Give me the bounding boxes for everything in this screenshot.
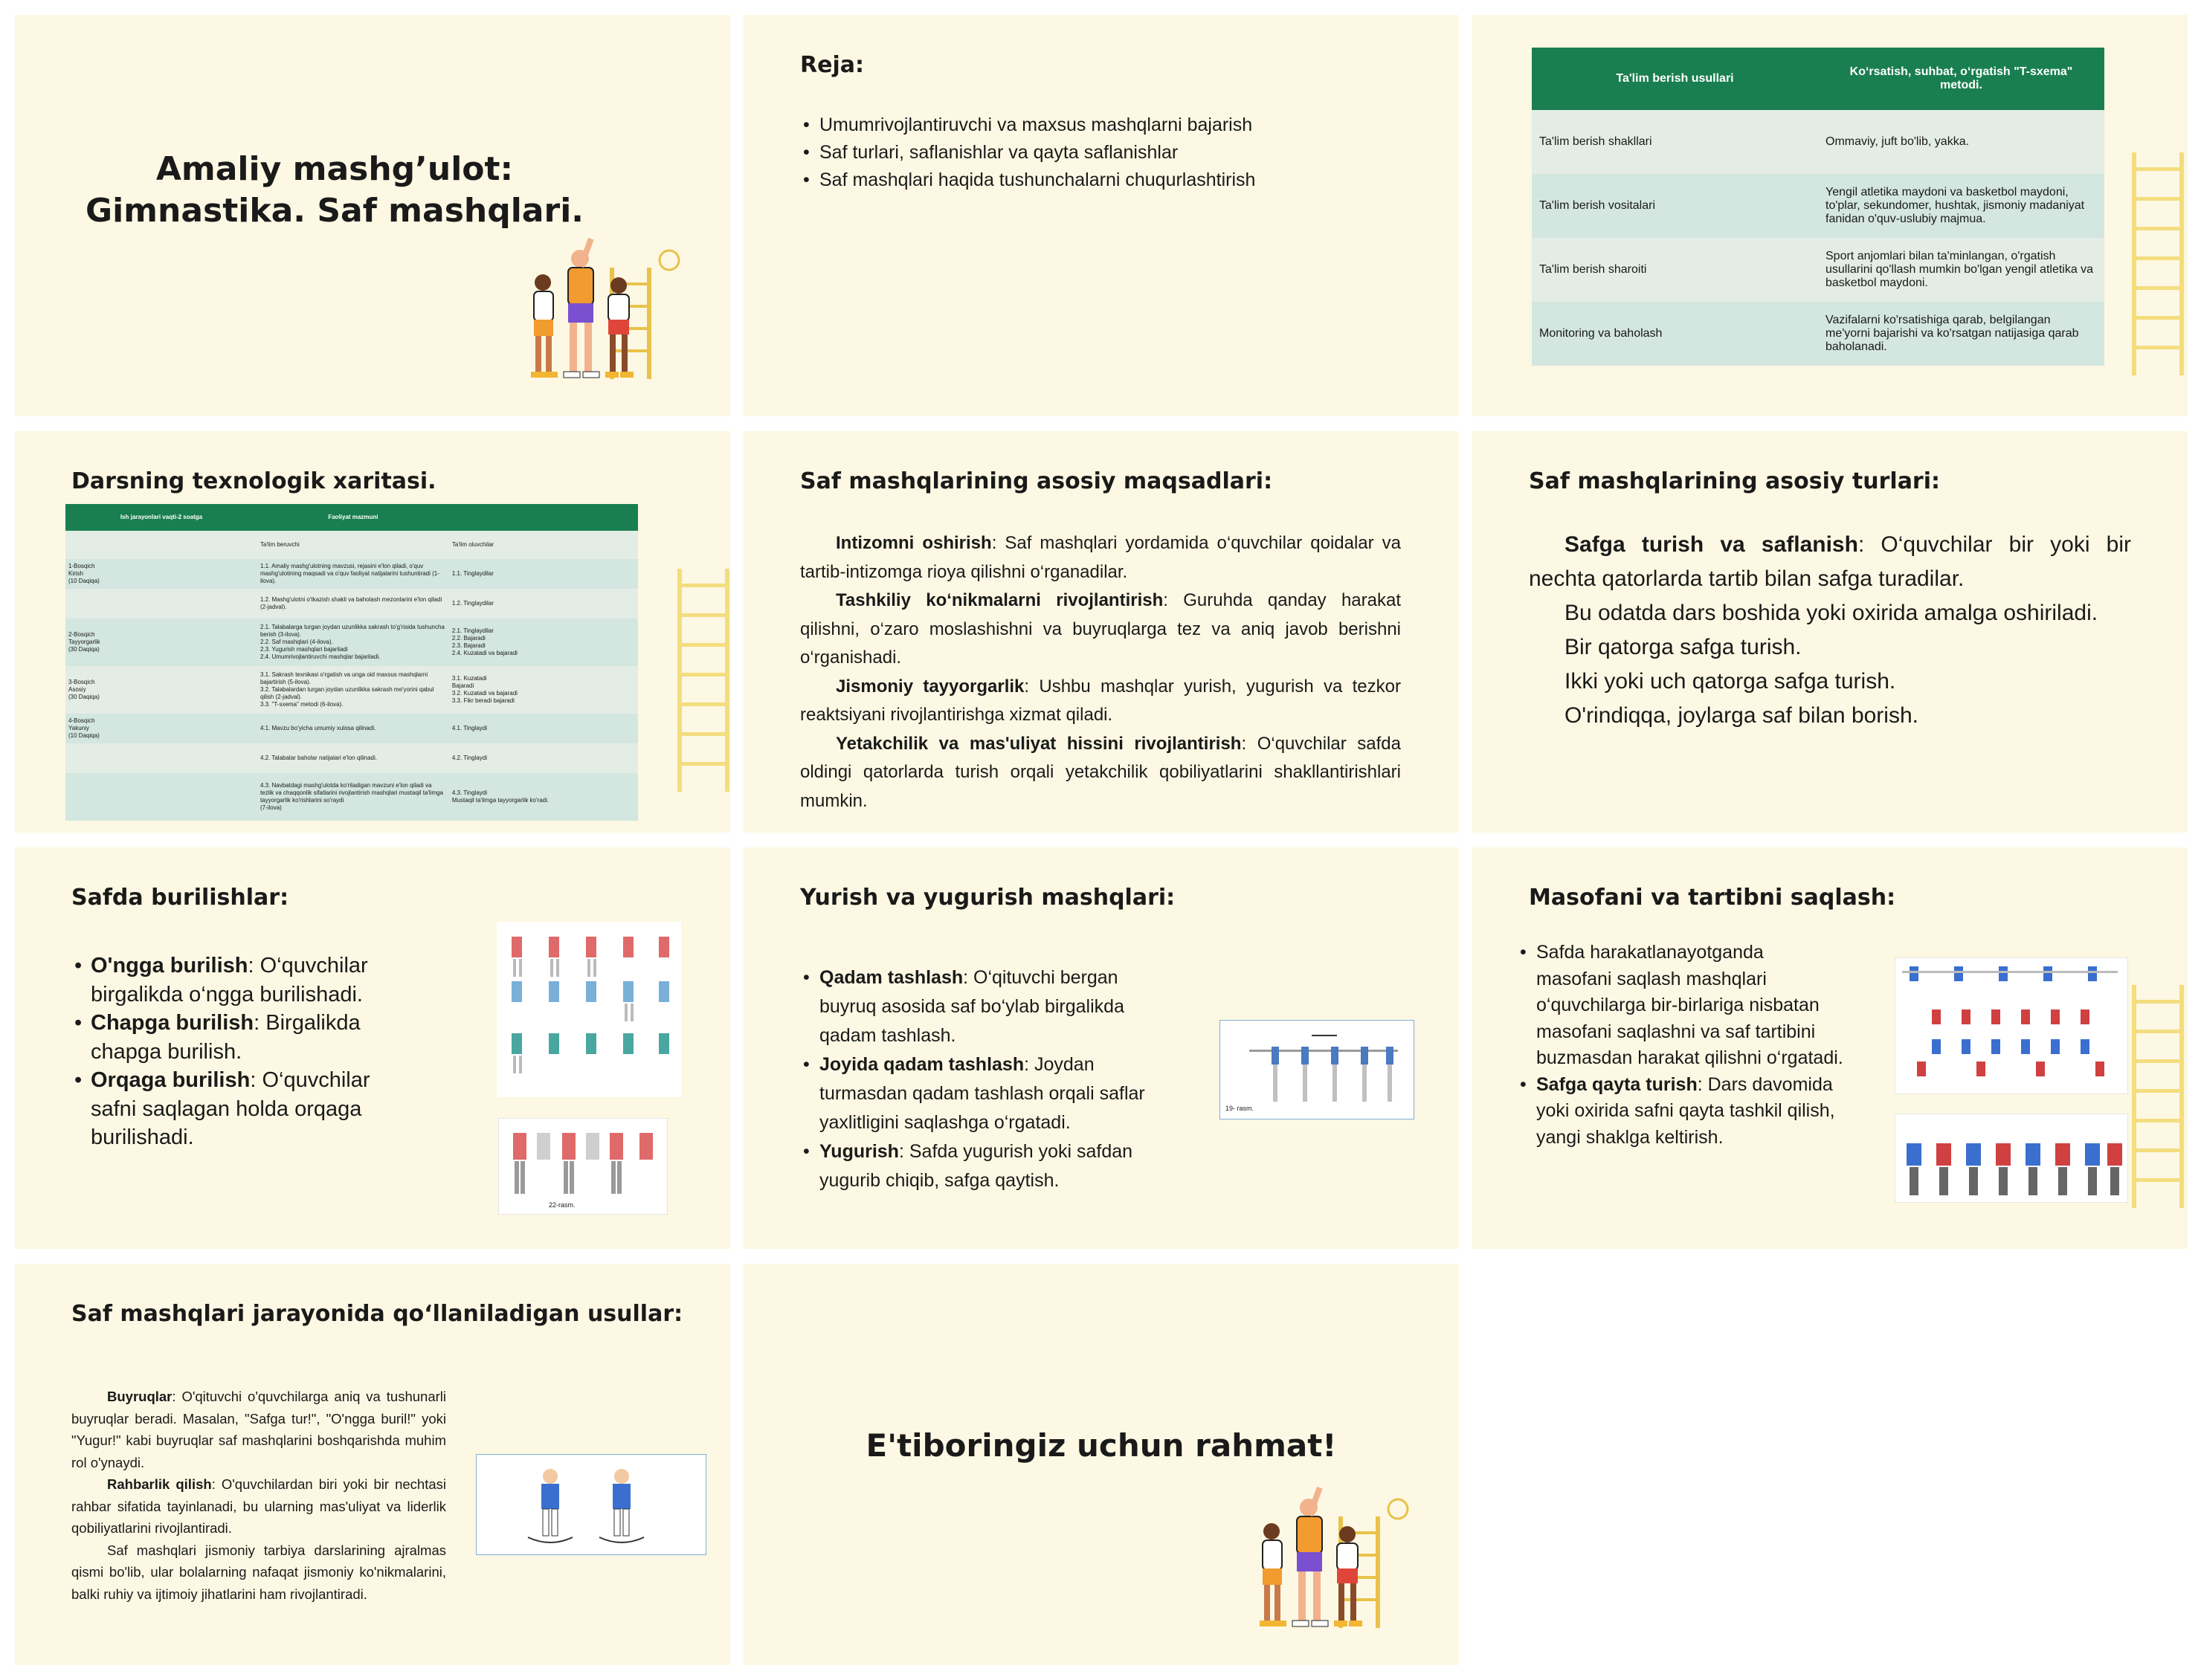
walking-heading: Joyida qadam tashlash <box>819 1054 1025 1075</box>
plan-title: Reja: <box>800 52 864 78</box>
tech-map-table <box>65 504 638 821</box>
turn-text: : O‘quvchilar birgalikda o‘ngga burilishadi. <box>91 954 368 1007</box>
walking-item <box>800 963 1179 1050</box>
goal-paragraph <box>800 587 1401 673</box>
usage-text <box>71 1386 446 1605</box>
methods-cell: Vazifalarni ko'rsatishiga qarab, belgilangan me'yorni bajarishi va ko'rsatgan natijasiga qarab baholanadi. <box>1825 314 2079 353</box>
tech-cell: 4.2. Talabalar baholar natijalari e'lon qilinadi. <box>260 755 377 761</box>
tech-cell: 1-Bosqich Kirish (10 Daqiqa) <box>68 563 100 584</box>
tech-cell: 4.1. Mavzu bo'yicha umumiy xulosa qilinadi. <box>260 725 376 731</box>
slide-distance[interactable] <box>1472 847 2188 1249</box>
tech-cell: 4-Bosqich Yakuniy (10 Daqiqa) <box>68 717 100 739</box>
turn-item <box>71 1066 421 1152</box>
slide-tech-map[interactable] <box>15 431 730 833</box>
methods-header-2: Ko‘rsatish, suhbat, o‘rgatish "T-sxema" metodi. <box>1818 48 2104 110</box>
tech-cell: 4.3. Tinglaydi Mustaqil ta'limga tayyorgarlik ko'radi. <box>451 789 550 804</box>
tech-cell <box>65 531 257 559</box>
methods-cell: Ta'lim berish vositalari <box>1539 199 1655 212</box>
turn-item <box>71 1009 421 1066</box>
goal-heading: Jismoniy tayyorgarlik <box>836 676 1025 697</box>
exercising-kids-illustration-icon <box>1249 1487 1420 1635</box>
tech-cell: 1.1. Tinglaydilar <box>451 570 494 577</box>
goal-heading: Yetakchilik va mas'uliyat hissini rivojlantirish <box>836 733 1242 754</box>
tech-cell: 3.1. Sakrash texnikasi o'rgatish va unga oid maxsus mashqlarni bajartirish (5-ilova). 3.2. Talabalardan turgan joydan uzunlikka sakrash me'yorini qabul qilish (2-jadval). 3.3. "T-sxema" metodi (6-ilova). <box>260 671 434 708</box>
methods-cell: Sport anjomlari bilan ta'minlangan, o'rgatish usullarini qo'llash mumkin bo'lgan yengil atletika va basketbol maydoni. <box>1825 250 2094 289</box>
slide-usage-methods[interactable] <box>15 1264 730 1665</box>
presentation-title <box>59 149 610 232</box>
usage-heading: Buyruqlar <box>107 1389 173 1404</box>
title-line-2: Gimnastika. Saf mashqlari. <box>85 192 584 230</box>
walking-item <box>800 1137 1179 1195</box>
about-turn-figure-icon <box>498 1118 668 1215</box>
plan-list <box>800 112 1410 194</box>
distance-text: Safda harakatlanayotganda masofani saqlash mashqlari o‘quvchilarga bir-birlariga nisbatan masofani saqlashni va saf tartibini buzmasdan harakat qilishni o‘rgatadi. <box>1536 942 1843 1068</box>
tech-cell: 2.1. Talabalarga turgan joydan uzunlikka sakrash to'g'risida tushuncha berish (3-ilova). 2.2. Saf mashqlari (4-ilova). 2.3. Yugurish mashqlari bajariladi 2.4. Umumrivojlantiruvchi mashqlar bajariladi. <box>260 624 445 660</box>
turns-figure-caption: 22-rasm. <box>549 1201 576 1209</box>
goals-title: Saf mashqlarining asosiy maqsadlari: <box>800 468 1273 494</box>
turn-text: : O‘quvchilar safni saqlagan holda orqaga burilishadi. <box>91 1068 370 1149</box>
tech-cell: 1.2. Tinglaydilar <box>451 600 494 607</box>
tech-header: Faoliyat mazmuni <box>257 504 449 531</box>
types-heading: Safga turish va saflanish <box>1564 532 1858 557</box>
turn-item <box>71 952 421 1009</box>
distance-heading: Safga qayta turish <box>1536 1073 1698 1095</box>
tech-cell <box>65 589 257 618</box>
title-line-1: Amaliy mashg’ulot: <box>155 150 514 188</box>
goals-text <box>800 529 1401 815</box>
plan-item: • Umumrivojlantiruvchi va maxsus mashqlarni bajarish <box>800 112 1410 139</box>
turn-heading: Orqaga burilish <box>91 1068 251 1092</box>
tech-cell <box>65 743 257 773</box>
usage-paragraph <box>71 1540 446 1606</box>
tech-header: Ish jarayonlari vaqti-2 soatga <box>65 504 257 531</box>
walking-text: : O‘qituvchi bergan buyruq asosida saf bo‘ylab birgalikda qadam tashlash. <box>819 967 1124 1046</box>
distance-text: : Dars davomida yoki oxirida safni qayta tashkil qilish, yangi shaklga keltirish. <box>1536 1073 1835 1148</box>
walking-title: Yurish va yugurish mashqlari: <box>800 885 1176 911</box>
walking-text: : Safda yugurish yoki safdan yugurib chiqib, safga qaytish. <box>819 1141 1133 1191</box>
tech-cell: 4.1. Tinglaydi <box>451 725 488 731</box>
turning-students-figure-icon <box>497 922 681 1097</box>
tech-cell <box>65 773 257 821</box>
distance-formation-figure-icon <box>1895 957 2128 1094</box>
walking-text: : Joydan turmasdan qadam tashlash orqali saflar yaxlitligini saqlashga o‘rgatadi. <box>819 1054 1145 1133</box>
goal-text: : O‘quvchilar safda oldingi qatorlarda turish orqali yetakchilik qobiliyatlarini shakllantirishlari mumkin. <box>800 733 1401 811</box>
walking-figure-caption: 19- rasm. <box>1225 1105 1254 1112</box>
tech-cell: Ta'lim oluvchilar <box>451 541 494 548</box>
goal-heading: Intizomni oshirish <box>836 533 992 553</box>
slide-walking[interactable] <box>744 847 1459 1249</box>
tech-header <box>449 504 638 531</box>
distance-item <box>1517 1072 1844 1151</box>
tech-cell: 4.3. Navbatdagi mashg'ulotda ko'riladigan mavzuni e'lon qiladi va tezlik va chaqqonlik sifatlarini rivojlantirish mashqlari mustaqil ta'limga tayyorgarlik ko'rishlarini so'raydi (7-ilova) <box>260 782 444 811</box>
exercising-kids-illustration-icon <box>521 238 692 387</box>
tech-cell: Ta'lim beruvchi <box>260 541 300 548</box>
command-figure-icon <box>476 1454 706 1555</box>
slide-turns[interactable] <box>15 847 730 1249</box>
types-paragraph: Bu odatda dars boshida yoki oxirida amalga oshiriladi. <box>1564 601 2098 625</box>
types-paragraph: Ikki yoki uch qatorga safga turish. <box>1564 669 1896 694</box>
methods-cell: Ommaviy, juft bo'lib, yakka. <box>1825 135 1970 148</box>
methods-cell: Monitoring va baholash <box>1539 327 1663 340</box>
slide-plan[interactable] <box>744 15 1459 416</box>
goal-paragraph <box>800 730 1401 816</box>
tech-cell: 2-Bosqich Tayyorgarlik (30 Daqiqa) <box>68 631 100 653</box>
usage-paragraph <box>71 1473 446 1540</box>
usage-heading: Rahbarlik qilish <box>107 1476 212 1492</box>
distance-item <box>1517 940 1844 1072</box>
slide-goals[interactable] <box>744 431 1459 833</box>
reform-line-figure-icon <box>1895 1114 2128 1203</box>
methods-table <box>1532 48 2104 366</box>
ladder-decoration-icon <box>674 569 730 792</box>
goal-heading: Tashkiliy ko‘nikmalarni rivojlantirish <box>836 590 1164 610</box>
usage-paragraph <box>71 1386 446 1473</box>
walking-item <box>800 1050 1179 1137</box>
goal-text: : Ushbu mashqlar yurish, yugurish va tezkor reaktsiyani rivojlantirishga xizmat qiladi. <box>800 676 1401 725</box>
turns-title: Safda burilishlar: <box>71 885 289 911</box>
goal-paragraph <box>800 673 1401 730</box>
turn-heading: Chapga burilish <box>91 1011 254 1035</box>
tech-cell: 3-Bosqich Asosiy (30 Daqiqa) <box>68 679 100 700</box>
usage-title: Saf mashqlari jarayonida qo‘llaniladigan usullar: <box>71 1301 683 1327</box>
types-paragraph <box>1529 528 2131 596</box>
distance-title: Masofani va tartibni saqlash: <box>1529 885 1896 911</box>
methods-cell: Yengil atletika maydoni va basketbol maydoni, to'plar, sekundomer, hushtak, jismoniy madaniyat fanidan o'quv-uslubiy majmua. <box>1825 186 2085 225</box>
walking-heading: Yugurish <box>819 1141 899 1162</box>
tech-map-table-wrap <box>65 504 638 821</box>
goal-text: : Saf mashqlari yordamida o‘quvchilar qoidalar va tartib-intizomga rioya qilishni o‘rganadilar. <box>800 533 1401 582</box>
walking-heading: Qadam tashlash <box>819 967 964 988</box>
distance-list <box>1517 940 1844 1151</box>
types-title: Saf mashqlarining asosiy turlari: <box>1529 468 1941 494</box>
methods-cell: Ta'lim berish sharoiti <box>1539 263 1647 276</box>
plan-item: • Saf turlari, saflanishlar va qayta saflanishlar <box>800 139 1410 167</box>
thanks-title: E'tiboringiz uchun rahmat! <box>866 1427 1337 1464</box>
types-text-line: : O‘quvchilar bir yoki bir nechta qatorlarda tartib bilan safga turadilar. <box>1529 532 2132 591</box>
types-paragraph: Bir qatorga safga turish. <box>1564 635 1802 659</box>
turn-text: : Birgalikda chapga burilish. <box>91 1011 361 1064</box>
usage-text-line: Saf mashqlari jismoniy tarbiya darslarining ajralmas qismi bo'lib, ular bolalarning nafaqat jismoniy ko'nikmalarini, balki ruhiy va ijtimoiy jihatlarini ham rivojlantiradi. <box>71 1542 446 1602</box>
ladder-decoration-icon <box>2128 152 2188 375</box>
slide-title[interactable] <box>15 15 730 416</box>
tech-map-title: Darsning texnologik xaritasi. <box>71 468 436 494</box>
walking-list <box>800 963 1179 1195</box>
ladder-decoration-icon <box>2128 985 2188 1208</box>
methods-header-1: Ta'lim berish usullari <box>1532 48 1818 110</box>
tech-cell: 4.2. Tinglaydi <box>451 755 488 761</box>
slide-methods-table[interactable] <box>1472 15 2188 416</box>
tech-cell: 3.1. Kuzatadi Bajaradi 3.2. Kuzatadi va bajaradi 3.3. Fikr beradi bajaradi <box>451 675 518 704</box>
goal-paragraph <box>800 529 1401 587</box>
methods-cell: Ta'lim berish shakllari <box>1539 135 1652 148</box>
types-paragraph: O'rindiqqa, joylarga saf bilan borish. <box>1564 703 1918 728</box>
plan-item: • Saf mashqlari haqida tushunchalarni chuqurlashtirish <box>800 167 1410 194</box>
tech-cell: 2.1. Tinglaydilar 2.2. Bajaradi 2.3. Bajaradi 2.4. Kuzatadi va bajaradi <box>451 627 518 656</box>
methods-table-wrap <box>1532 48 2104 366</box>
usage-text-line: : O'quvchilardan biri yoki bir nechtasi rahbar sifatida tayinlanadi, bu ularning mas'uliyat va liderlik qobiliyatlarini rivojlantiradi. <box>71 1476 446 1536</box>
goal-text: : Guruhda qanday harakat qilishni, o‘zaro moslashishni va buyruqlarga tez va aniq javob berishni o‘rganishadi. <box>800 590 1402 668</box>
turns-list <box>71 952 421 1152</box>
usage-text-line: : O'qituvchi o'quvchilarga aniq va tushunarli buyruqlar beradi. Masalan, "Safga tur!", "O'ngga buril!" yoki "Yugur!" kabi buyruqlar saf mashqlarini boshqarishda muhim rol o'ynaydi. <box>71 1389 446 1470</box>
turn-heading: O'ngga burilish <box>91 954 248 978</box>
types-text <box>1529 528 2131 733</box>
tech-cell: 1.2. Mashg'ulotni o'tkazish shakli va baholash mezonlarini e'lon qiladi (2-jadval). <box>260 596 442 610</box>
tech-cell: 1.1. Amaliy mashg'ulotning mavzusi, rejasini e'lon qiladi, o'quv mashg'ulotining maqsadi va o'quv faoliyat natijalarini tushuntiradi (1-ilova). <box>260 563 439 584</box>
slide-thanks[interactable] <box>744 1264 1459 1665</box>
slide-types[interactable] <box>1472 431 2188 833</box>
